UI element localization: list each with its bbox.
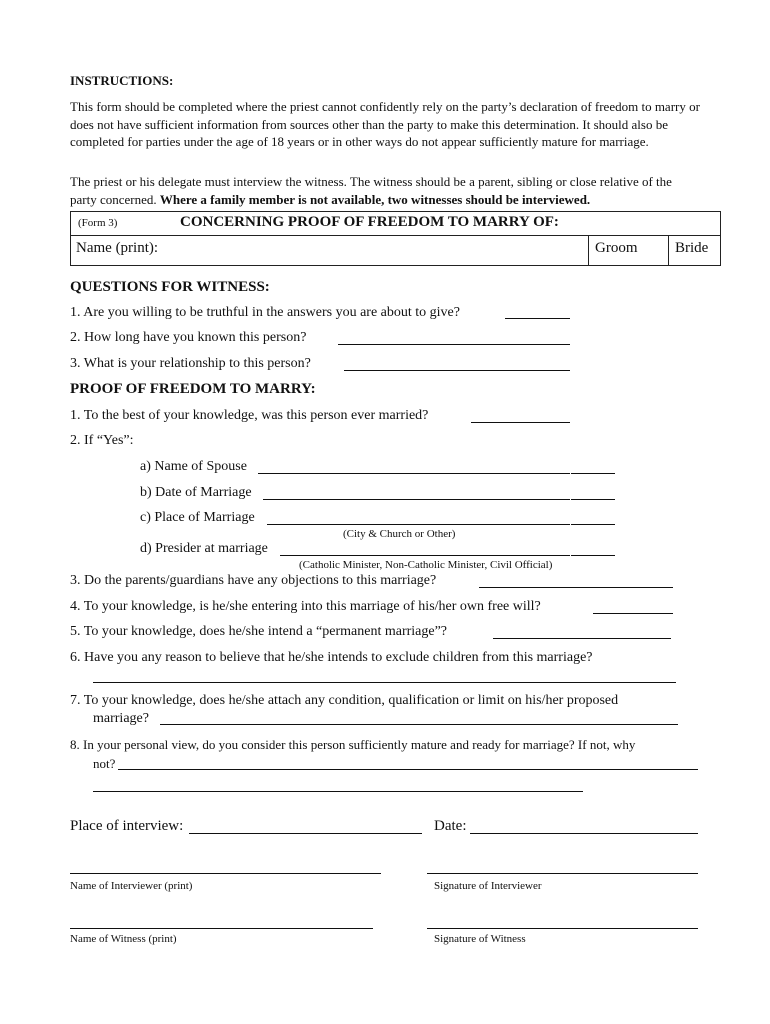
witness-answer-2-line[interactable] (338, 344, 570, 345)
bride-option[interactable]: Bride (675, 240, 709, 256)
interviewer-signature-line[interactable] (427, 873, 698, 874)
place-of-interview-label: Place of interview: (70, 818, 184, 834)
form-number: (Form 3) (78, 217, 118, 229)
bride-divider (668, 235, 669, 265)
instructions-paragraph-2-text: The priest or his delegate must interview the witness. The witness should be a parent, sibling or close relative of the party concerned. (70, 174, 672, 207)
instructions-paragraph-2 (70, 173, 700, 208)
interviewer-signature-label: Signature of Interviewer (434, 880, 542, 892)
place-of-interview-line[interactable] (189, 833, 422, 834)
date-label: Date: (434, 818, 467, 834)
presider-hint: (Catholic Minister, Non-Catholic Minister, Civil Official) (299, 559, 553, 571)
proof-question-7-cont: marriage? (93, 711, 149, 726)
proof-question-8-cont: not? (93, 756, 116, 771)
proof-answer-8-line-2[interactable] (93, 791, 583, 792)
proof-question-5: 5. To your knowledge, does he/she intend a “permanent marriage”? (70, 624, 448, 639)
interviewer-name-label: Name of Interviewer (print) (70, 880, 193, 892)
proof-answer-7-line[interactable] (160, 724, 678, 725)
proof-answer-3-line[interactable] (479, 587, 673, 588)
marriage-place-label: c) Place of Marriage (140, 510, 255, 525)
proof-answer-4-line[interactable] (593, 613, 673, 614)
marriage-place-line-end (571, 524, 615, 525)
form-title: CONCERNING PROOF OF FREEDOM TO MARRY OF: (180, 214, 559, 230)
proof-answer-6-line[interactable] (93, 682, 676, 683)
witness-name-line[interactable] (70, 928, 373, 929)
presider-label: d) Presider at marriage (140, 541, 268, 556)
witness-question-3: 3. What is your relationship to this person? (70, 356, 311, 371)
witness-questions-heading: QUESTIONS FOR WITNESS: (70, 279, 270, 295)
proof-question-8: 8. In your personal view, do you consider this person sufficiently mature and ready for marriage? If not, why (70, 737, 636, 752)
marriage-place-line[interactable] (267, 524, 570, 525)
proof-question-6: 6. Have you any reason to believe that he/she intends to exclude children from this marriage? (70, 650, 593, 665)
marriage-place-hint: (City & Church or Other) (343, 528, 456, 540)
proof-question-7: 7. To your knowledge, does he/she attach any condition, qualification or limit on his/her proposed (70, 693, 619, 708)
proof-question-3: 3. Do the parents/guardians have any objections to this marriage? (70, 573, 437, 588)
proof-answer-8-line-1[interactable] (118, 769, 698, 770)
presider-line[interactable] (280, 555, 570, 556)
form-header-divider (71, 235, 720, 236)
instructions-paragraph-1: This form should be completed where the priest cannot confidently rely on the party’s declaration of freedom to marry or does not have sufficient information from sources other than the party to make this determination. It should also be completed for parties under the age of 18 years or in other ways do not appear sufficiently mature for marriage. (70, 99, 700, 149)
witness-question-2: 2. How long have you known this person? (70, 330, 307, 345)
spouse-name-label: a) Name of Spouse (140, 459, 247, 474)
witness-answer-1-line[interactable] (505, 318, 570, 319)
witness-signature-label: Signature of Witness (434, 933, 526, 945)
witness-answer-3-line[interactable] (344, 370, 570, 371)
date-line[interactable] (470, 833, 698, 834)
proof-question-1: 1. To the best of your knowledge, was this person ever married? (70, 408, 429, 423)
proof-answer-5-line[interactable] (493, 638, 671, 639)
instructions-heading: INSTRUCTIONS: (70, 73, 174, 88)
groom-option[interactable]: Groom (595, 240, 638, 256)
proof-heading: PROOF OF FREEDOM TO MARRY: (70, 381, 316, 397)
proof-question-2: 2. If “Yes”: (70, 433, 134, 448)
spouse-name-line[interactable] (258, 473, 570, 474)
marriage-date-line[interactable] (263, 499, 570, 500)
marriage-date-label: b) Date of Marriage (140, 485, 252, 500)
witness-signature-line[interactable] (427, 928, 698, 929)
name-print-label[interactable]: Name (print): (76, 240, 159, 256)
presider-line-end (571, 555, 615, 556)
witness-question-1: 1. Are you willing to be truthful in the answers you are about to give? (70, 305, 460, 320)
instructions-paragraph-2-bold: Where a family member is not available, two witnesses should be interviewed. (159, 191, 591, 207)
proof-answer-1-line[interactable] (471, 422, 570, 423)
spouse-name-line-end (571, 473, 615, 474)
groom-divider (588, 235, 589, 265)
marriage-date-line-end (571, 499, 615, 500)
witness-name-label: Name of Witness (print) (70, 933, 177, 945)
interviewer-name-line[interactable] (70, 873, 381, 874)
proof-question-4: 4. To your knowledge, is he/she entering into this marriage of his/her own free will? (70, 599, 541, 614)
